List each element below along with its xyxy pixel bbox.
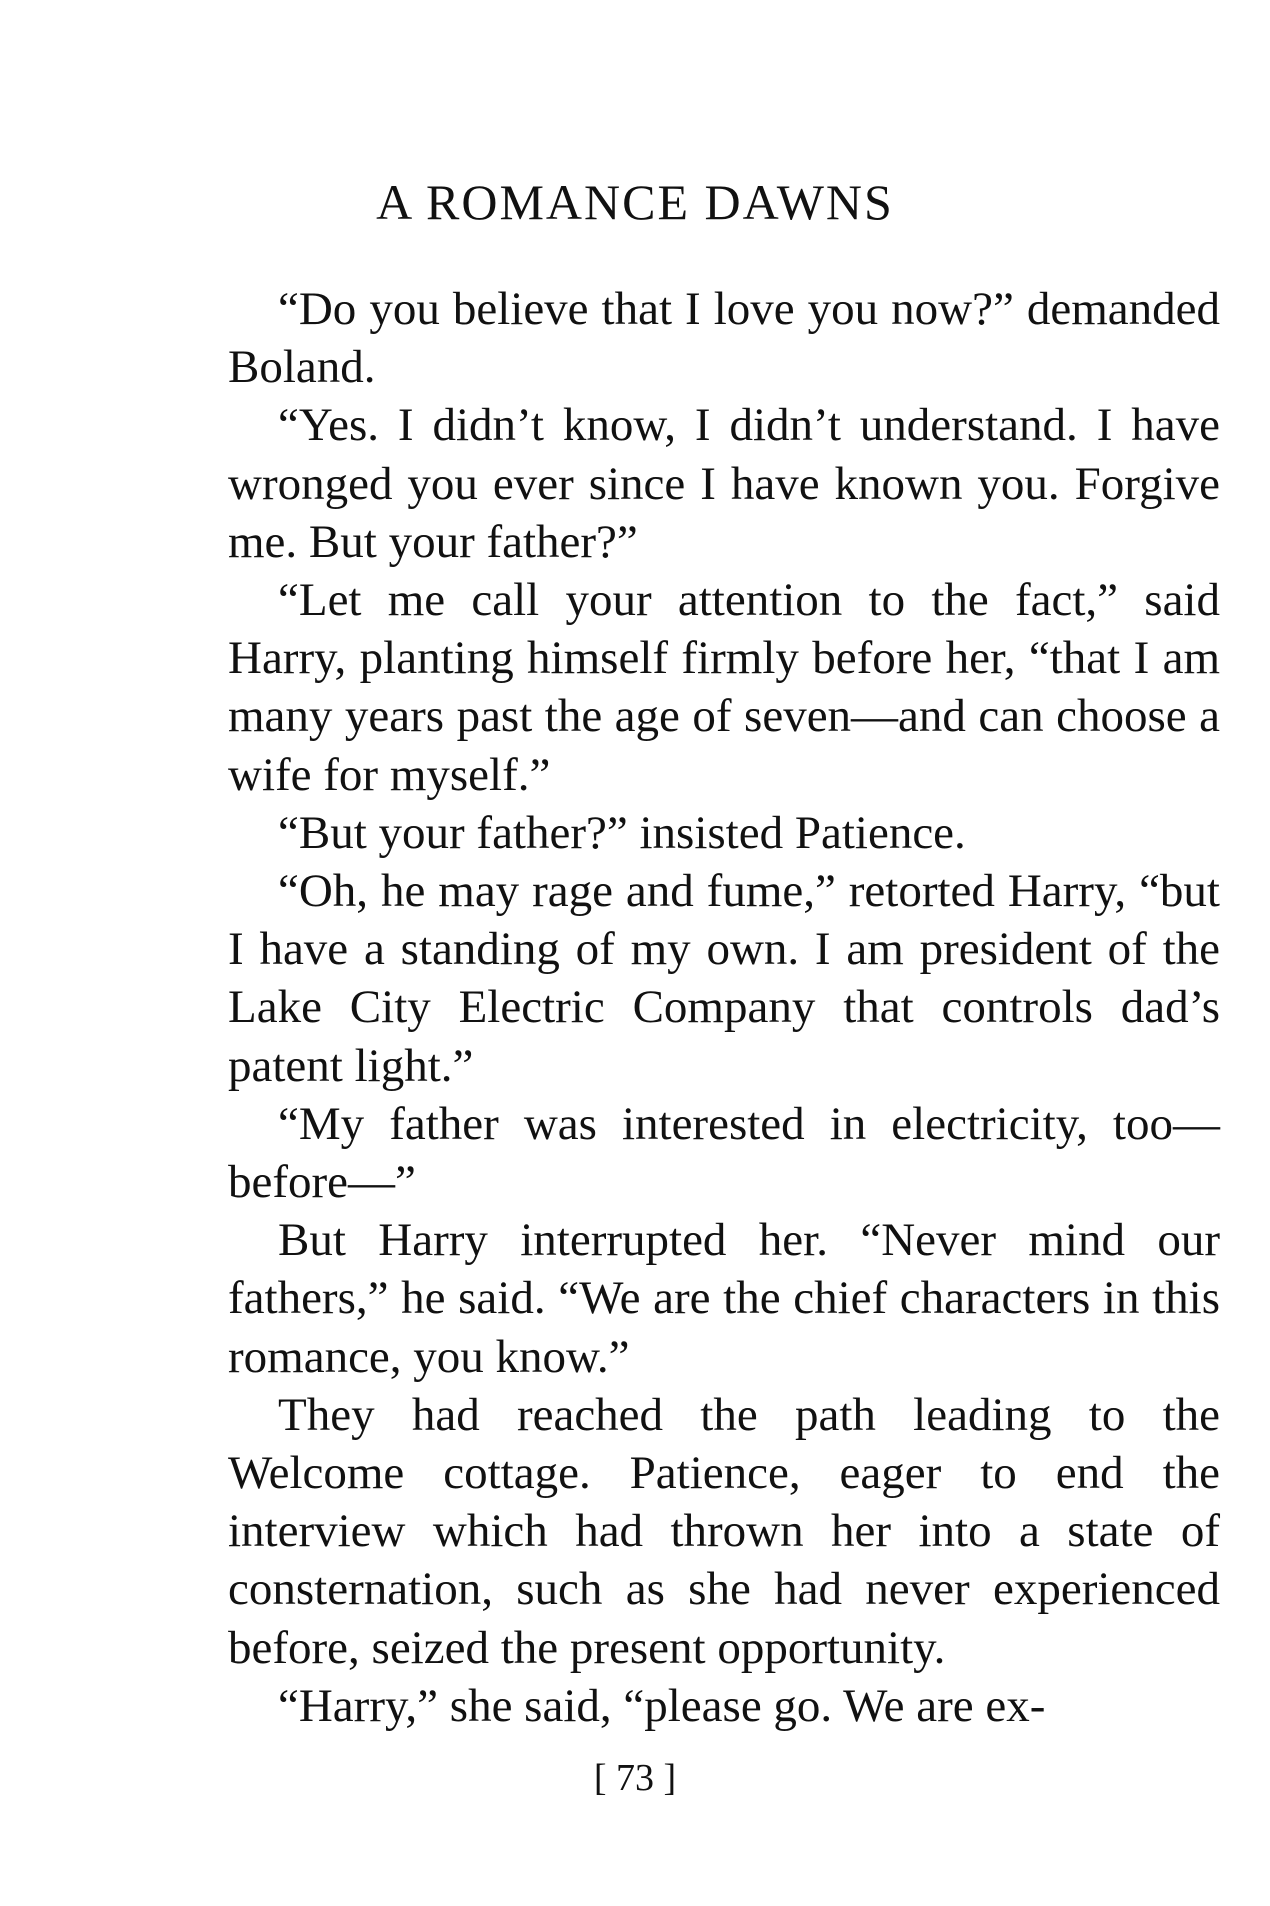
paragraph: “But your father?” insisted Patience. xyxy=(278,806,966,859)
paragraph: “Do you believe that I love you now?” demanded Boland. xyxy=(228,283,1220,394)
paragraph: But Harry interrupted her. “Never mind our fathers,” he said. “We are the chief characters in this romance, you know.” xyxy=(228,1214,1220,1383)
paragraph: They had reached the path leading to the Welcome cottage. Patience, eager to end the interview which had thrown her into a state of consternation, such as she had never experienced before, seized the present opportunity. xyxy=(228,1388,1220,1674)
paragraph: “My father was interested in electricity, too—before—” xyxy=(228,1097,1220,1209)
body-text xyxy=(228,280,1220,1735)
paragraph: “Let me call your attention to the fact,” said Harry, planting himself firmly before her, “that I am many years past the age of seven—and can choose a wife for myself.” xyxy=(228,574,1220,801)
running-head: A ROMANCE DAWNS xyxy=(376,174,894,230)
page-number: [ 73 ] xyxy=(593,1757,677,1799)
paragraph: “Yes. I didn’t know, I didn’t understand. I have wronged you ever since I have known you. Forgive me. But your father?” xyxy=(228,399,1220,568)
paragraph: “Harry,” she said, “please go. We are ex- xyxy=(278,1679,1046,1732)
paragraph: “Oh, he may rage and fume,” retorted Harry, “but I have a standing of my own. I am president of the Lake City Electric Company that controls dad’s patent light.” xyxy=(228,865,1220,1092)
